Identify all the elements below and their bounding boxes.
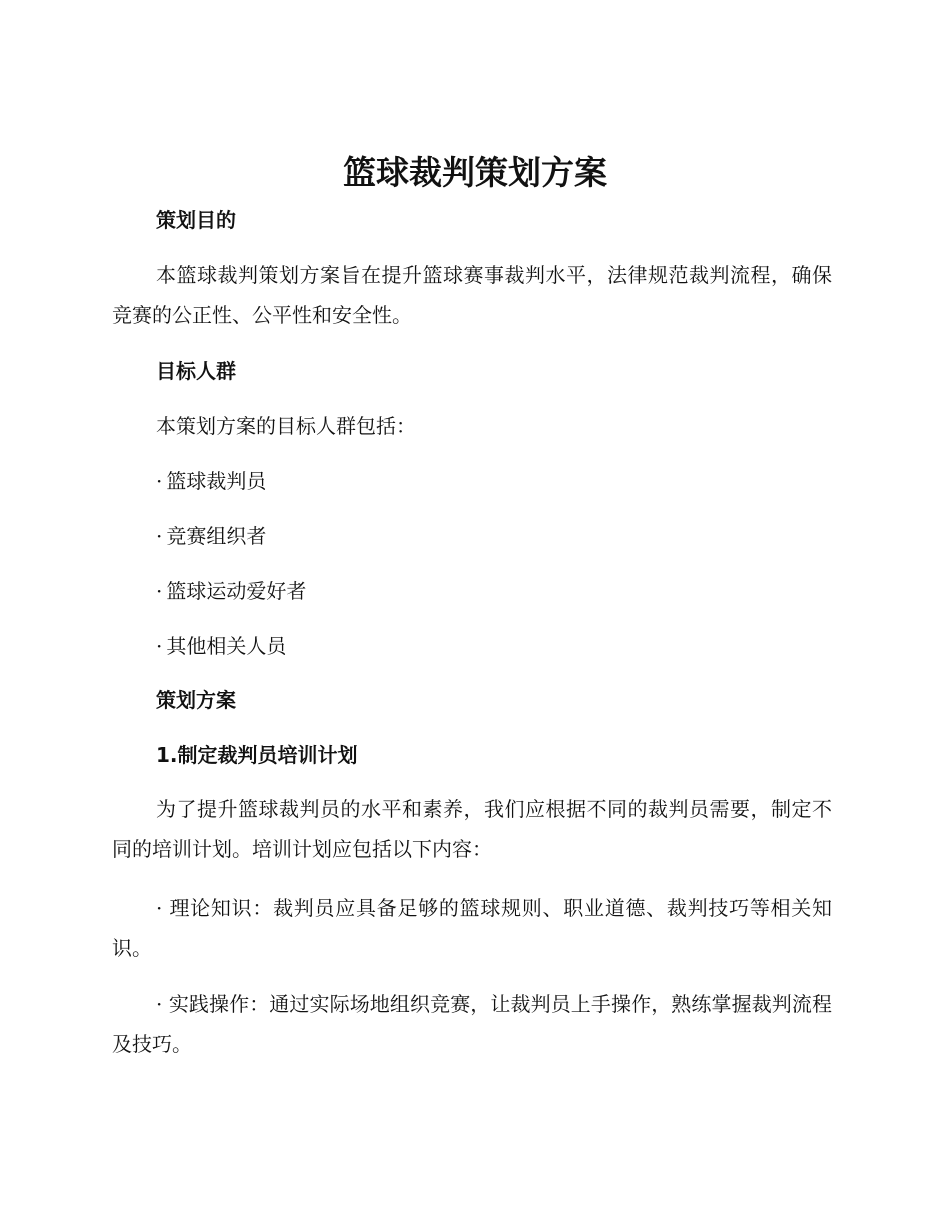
list-item-text: 其他相关人员 xyxy=(166,634,287,658)
list-item xyxy=(156,522,266,550)
list-item-text: 篮球运动爱好者 xyxy=(166,579,307,603)
list-item xyxy=(156,467,266,495)
document-title: 篮球裁判策划方案 xyxy=(343,153,607,192)
section-heading-plan: 策划方案 xyxy=(156,688,236,712)
training-paragraph: 为了提升篮球裁判员的水平和素养，我们应根据不同的裁判员需要，制定不同的培训计划。培训计划应包括以下内容： xyxy=(112,797,832,861)
training-item-practice: · 实践操作：通过实际场地组织竞赛，让裁判员上手操作，熟练掌握裁判流程及技巧。 xyxy=(112,992,832,1056)
bullet-marker: · xyxy=(156,469,163,493)
purpose-paragraph: 本篮球裁判策划方案旨在提升篮球赛事裁判水平，法律规范裁判流程，确保竞赛的公正性、公平性和安全性。 xyxy=(112,263,832,327)
list-item xyxy=(156,632,286,660)
bullet-marker: · xyxy=(156,524,163,548)
audience-intro: 本策划方案的目标人群包括： xyxy=(156,414,416,438)
bullet-marker: · xyxy=(156,634,163,658)
subheading-training-plan: 1.制定裁判员培训计划 xyxy=(156,743,358,767)
list-item xyxy=(156,577,306,605)
list-item-text: 竞赛组织者 xyxy=(166,524,267,548)
training-item-theory: · 理论知识：裁判员应具备足够的篮球规则、职业道德、裁判技巧等相关知识。 xyxy=(112,896,832,960)
list-item-text: 篮球裁判员 xyxy=(166,469,267,493)
section-heading-purpose: 策划目的 xyxy=(156,208,236,232)
section-heading-audience: 目标人群 xyxy=(156,359,236,383)
bullet-marker: · xyxy=(156,579,163,603)
